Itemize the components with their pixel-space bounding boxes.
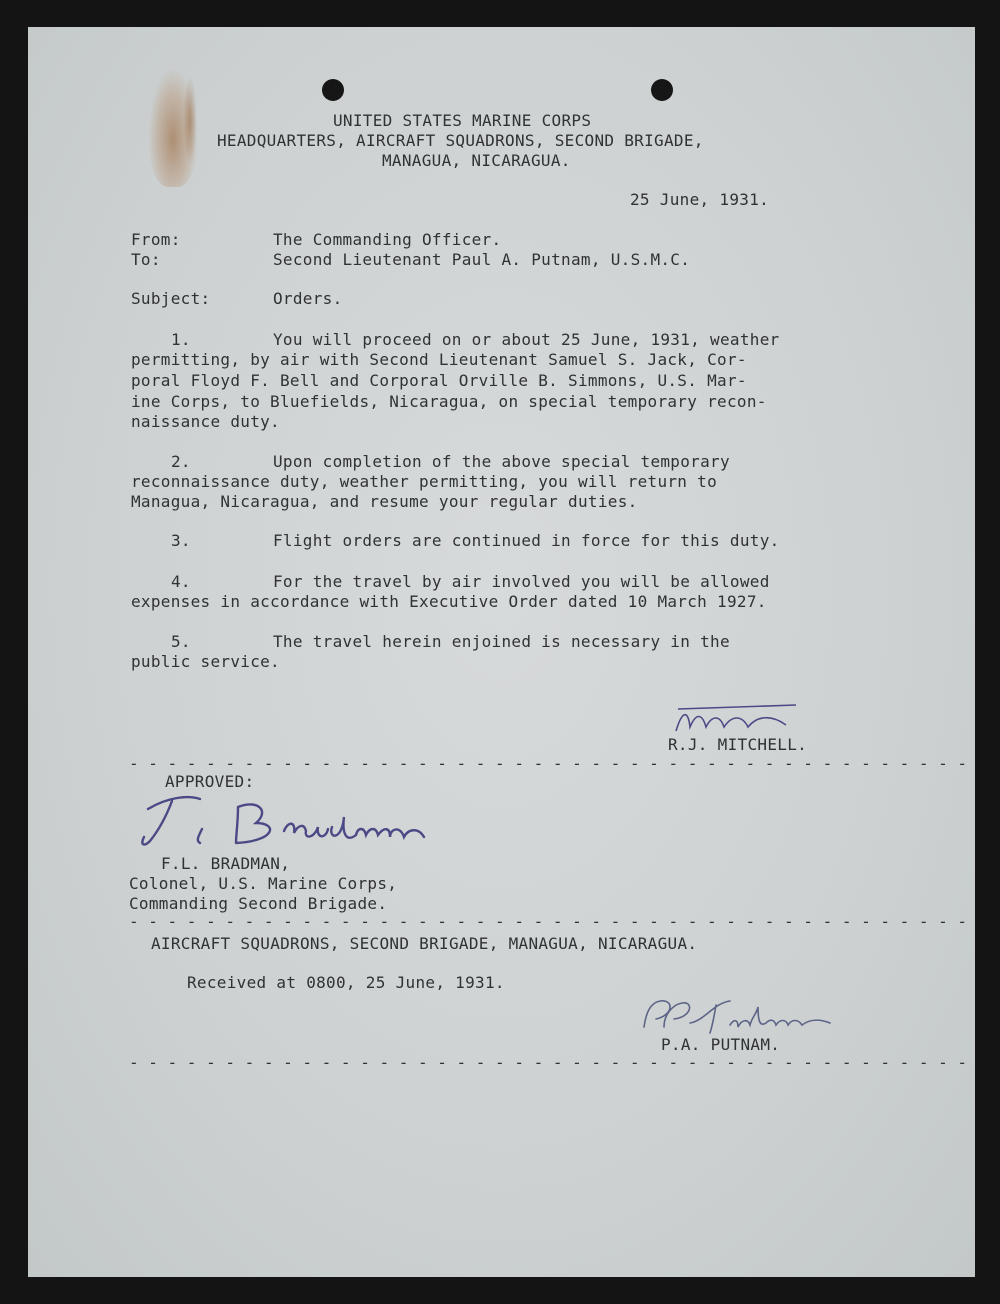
subject-value: Orders. xyxy=(273,289,343,308)
letterhead-line3: MANAGUA, NICARAGUA. xyxy=(382,151,571,170)
paragraph-number: 3. xyxy=(171,531,191,550)
punch-hole-left xyxy=(322,79,344,101)
dashed-divider: - - - - - - - - - - - - - - - - - - - - - - - - - - - - - - - - - - - - - - - - - - - - xyxy=(129,1053,968,1072)
document-page xyxy=(28,27,975,1277)
putnam-signature xyxy=(634,993,854,1039)
paragraph-line: The travel herein enjoined is necessary in the xyxy=(273,632,730,651)
approver-rank: Colonel, U.S. Marine Corps, xyxy=(129,874,398,893)
paragraph-line: For the travel by air involved you will be allowed xyxy=(273,572,770,591)
to-label: To: xyxy=(131,250,161,269)
dashed-divider: - - - - - - - - - - - - - - - - - - - - - - - - - - - - - - - - - - - - - - - - - - - - xyxy=(129,754,968,773)
putnam-typed-name: P.A. PUTNAM. xyxy=(661,1035,781,1054)
paragraph-line: You will proceed on or about 25 June, 1931, weather xyxy=(273,330,780,349)
paragraph-line: naissance duty. xyxy=(131,412,280,431)
paragraph-line: expenses in accordance with Executive Order dated 10 March 1927. xyxy=(131,592,767,611)
paragraph-line: Flight orders are continued in force for this duty. xyxy=(273,531,780,550)
paragraph-line: Managua, Nicaragua, and resume your regular duties. xyxy=(131,492,638,511)
paragraph-line: permitting, by air with Second Lieutenant Samuel S. Jack, Cor- xyxy=(131,350,747,369)
punch-hole-right xyxy=(651,79,673,101)
paragraph-number: 5. xyxy=(171,632,191,651)
paragraph-line: ine Corps, to Bluefields, Nicaragua, on special temporary recon- xyxy=(131,392,767,411)
paragraph-number: 2. xyxy=(171,452,191,471)
rust-stain-streak xyxy=(183,75,197,165)
paragraph-number: 1. xyxy=(171,330,191,349)
letterhead-line1: UNITED STATES MARINE CORPS xyxy=(333,111,592,130)
mitchell-typed-name: R.J. MITCHELL. xyxy=(668,735,808,754)
dashed-divider: - - - - - - - - - - - - - - - - - - - - - - - - - - - - - - - - - - - - - - - - - - - - xyxy=(129,912,968,931)
paragraph-line: public service. xyxy=(131,652,280,671)
to-value: Second Lieutenant Paul A. Putnam, U.S.M.C. xyxy=(273,250,691,269)
from-label: From: xyxy=(131,230,181,249)
approver-name: F.L. BRADMAN, xyxy=(161,854,291,873)
paragraph-line: Upon completion of the above special temporary xyxy=(273,452,730,471)
receipt-text: Received at 0800, 25 June, 1931. xyxy=(187,973,505,992)
receipt-heading: AIRCRAFT SQUADRONS, SECOND BRIGADE, MANAGUA, NICARAGUA. xyxy=(151,934,698,953)
paragraph-number: 4. xyxy=(171,572,191,591)
paragraph-line: poral Floyd F. Bell and Corporal Orville B. Simmons, U.S. Mar- xyxy=(131,371,747,390)
approver-position: Commanding Second Brigade. xyxy=(129,894,388,913)
from-value: The Commanding Officer. xyxy=(273,230,502,249)
bradman-signature xyxy=(128,787,458,857)
paragraph-line: reconnaissance duty, weather permitting, you will return to xyxy=(131,472,718,491)
document-date: 25 June, 1931. xyxy=(630,190,770,209)
subject-label: Subject: xyxy=(131,289,211,308)
letterhead-line2: HEADQUARTERS, AIRCRAFT SQUADRONS, SECOND BRIGADE, xyxy=(217,131,704,150)
approved-label: APPROVED: xyxy=(165,772,255,791)
